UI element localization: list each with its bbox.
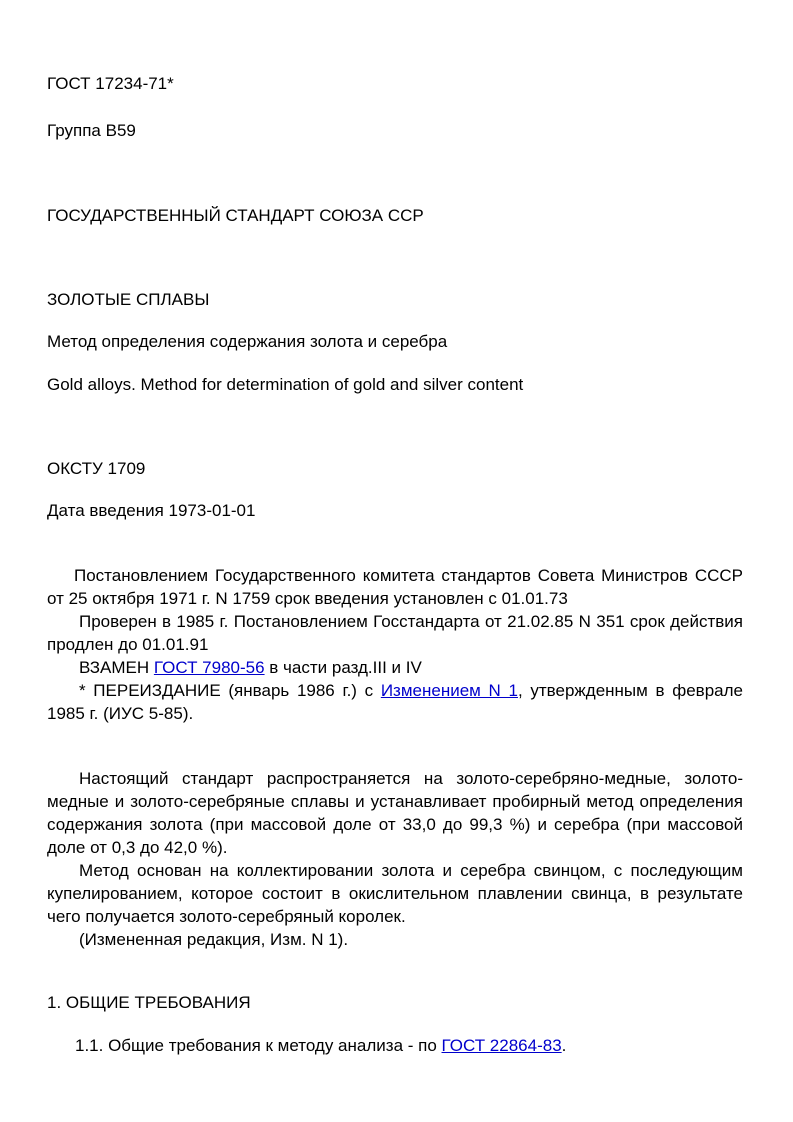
replaces-prefix: ВЗАМЕН xyxy=(79,658,154,677)
reissue-prefix: * ПЕРЕИЗДАНИЕ (январь 1986 г.) с xyxy=(79,681,381,700)
gost-7980-56-link[interactable]: ГОСТ 7980-56 xyxy=(153,658,265,677)
preamble-paragraph: Проверен в 1985 г. Постановлением Госстандарта от 21.02.85 N 351 срок действия продлен до 01.01.91 xyxy=(47,612,743,654)
introduction-date: Дата введения 1973-01-01 xyxy=(47,501,256,520)
amendment-note: (Измененная редакция, Изм. N 1). xyxy=(79,930,349,949)
oksu-code: ОКСТУ 1709 xyxy=(47,459,146,478)
reissue-suffix: , утвержденным в феврале 1985 г. (ИУС 5-85). xyxy=(47,681,743,723)
replaces-paragraph xyxy=(47,656,743,679)
item-1-1 xyxy=(75,1034,566,1057)
preamble-block xyxy=(47,564,743,725)
gost-22864-83-link[interactable]: ГОСТ 22864-83 xyxy=(441,1036,562,1055)
document-subtitle-en: Gold alloys. Method for determination of gold and silver content xyxy=(47,375,524,394)
document-designation: ГОСТ 17234-71* xyxy=(47,74,174,93)
method-paragraph: Метод основан на коллектировании золота и серебра свинцом, с последующим купелированием, которое состоит в окислительном плавлении свинца, в результате чего получается золото-серебряный королек. xyxy=(47,861,743,926)
item-1-1-text: 1.1. Общие требования к методу анализа - по xyxy=(75,1036,442,1055)
preamble-paragraph: Постановлением Государственного комитета стандартов Совета Министров СССР от 25 октября 1971 г. N 1759 срок введения установлен с 01.01.73 xyxy=(47,566,743,608)
standard-type-heading: ГОСУДАРСТВЕННЫЙ СТАНДАРТ СОЮЗА ССР xyxy=(47,206,424,225)
reissue-paragraph xyxy=(47,679,743,725)
scope-paragraph: Настоящий стандарт распространяется на золото-серебряно-медные, золото-медные и золото-серебряные сплавы и устанавливает пробирный метод определения содержания золота (при массовой доле от 33,0 до 99,3 %) и серебра (при массовой доле от 0,3 до 42,0 %). xyxy=(47,769,743,857)
scope-block xyxy=(47,767,743,951)
document-subtitle-ru: Метод определения содержания золота и серебра xyxy=(47,332,448,351)
amendment-1-link[interactable]: Изменением N 1 xyxy=(380,681,518,700)
classification-group: Группа В59 xyxy=(47,121,136,140)
replaces-suffix: в части разд.III и IV xyxy=(264,658,422,677)
document-title: ЗОЛОТЫЕ СПЛАВЫ xyxy=(47,290,210,309)
item-1-1-suffix: . xyxy=(561,1036,567,1055)
section-1-heading: 1. ОБЩИЕ ТРЕБОВАНИЯ xyxy=(47,993,251,1012)
